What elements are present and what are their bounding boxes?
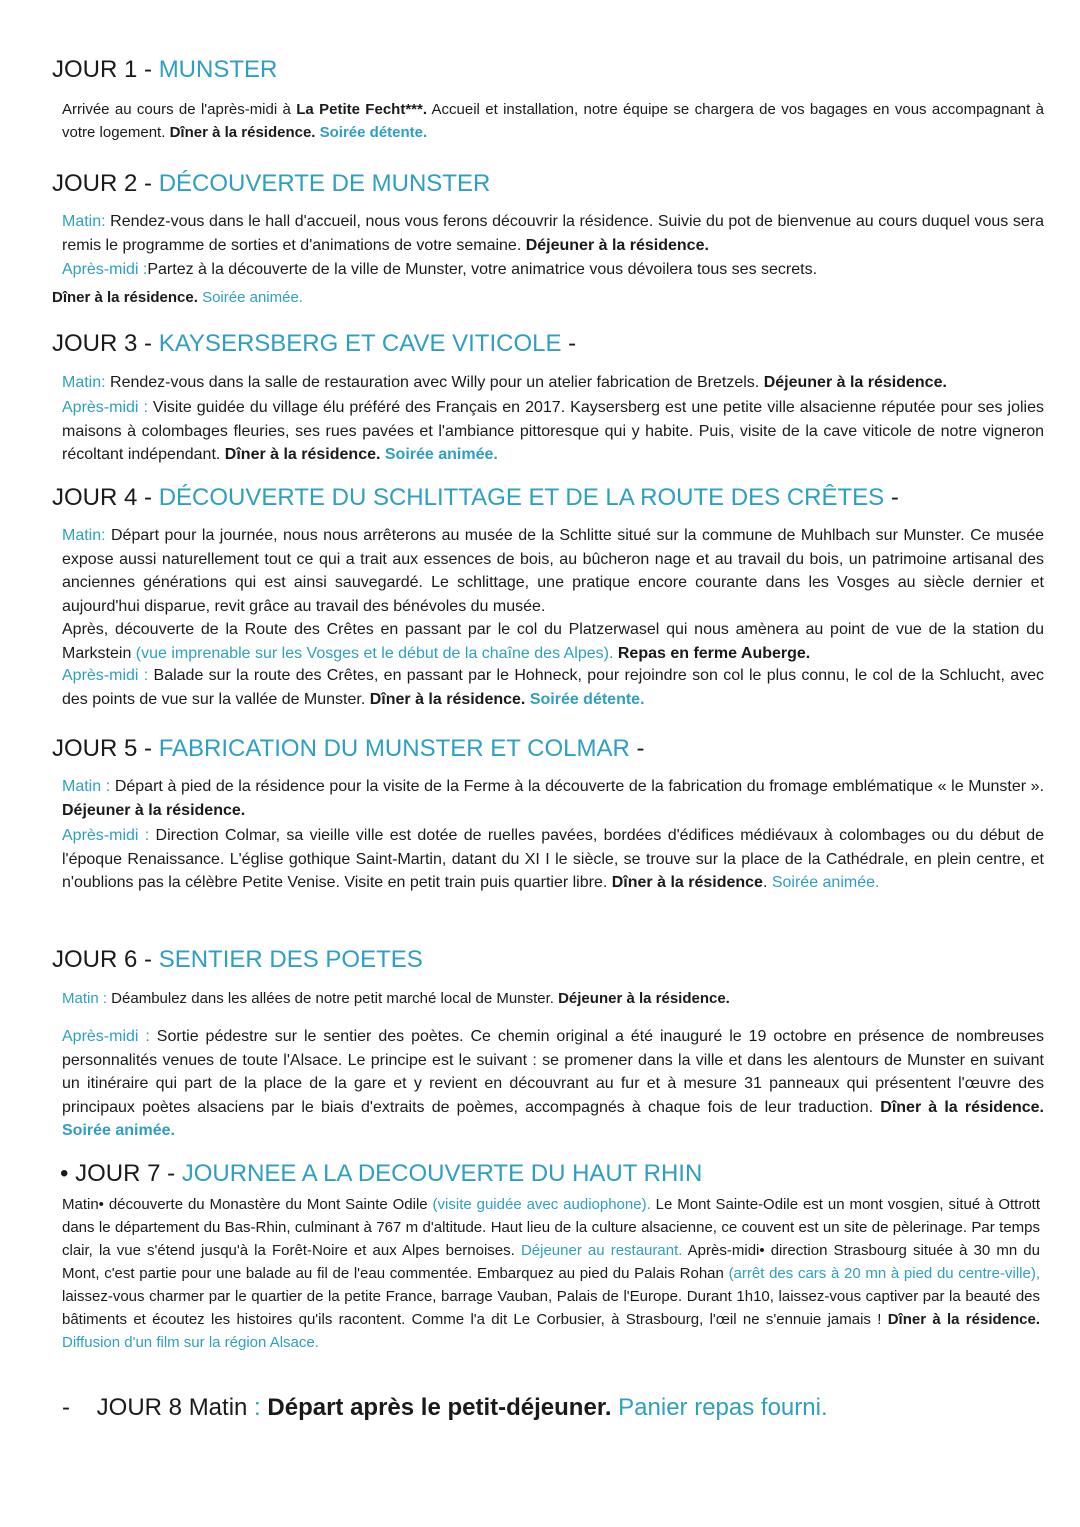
day-3-title: KAYSERSBERG ET CAVE VITICOLE: [158, 330, 562, 357]
morning-label: Matin :: [62, 990, 108, 1007]
day-3-morning: Matin: Rendez-vous dans la salle de restauration avec Willy pour un atelier fabrication de Bretzels. Déjeuner à la résidence.: [62, 374, 947, 391]
day-8-line: - JOUR 8 Matin : Départ après le petit-déjeuner. Panier repas fourni.: [62, 1394, 828, 1421]
day-7-title: JOURNEE A LA DECOUVERTE DU HAUT RHIN: [181, 1160, 703, 1187]
day-4-prefix: JOUR 4 -: [52, 484, 159, 511]
day-7-heading: [60, 1159, 702, 1189]
day-3-prefix: JOUR 3 -: [52, 330, 159, 357]
day-6-morning: Matin : Déambulez dans les allées de notre petit marché local de Munster. Déjeuner à la résidence.: [62, 990, 730, 1007]
day-3-heading: JOUR 3 - KAYSERSBERG ET CAVE VITICOLE -: [52, 330, 577, 357]
day-8-label: JOUR 8 Matin: [96, 1394, 248, 1421]
bullet-dash: -: [62, 1394, 70, 1421]
day-4-title: DÉCOUVERTE DU SCHLITTAGE ET DE LA ROUTE DES CRÊTES: [158, 484, 885, 511]
day-7-prefix: • JOUR 7 -: [60, 1160, 182, 1187]
day-6-prefix: JOUR 6 -: [52, 946, 159, 973]
day-5-heading: JOUR 5 - FABRICATION DU MUNSTER ET COLMAR -: [52, 735, 645, 762]
day-4-morning: Matin: Départ pour la journée, nous nous arrêterons au musée de la Schlitte situé sur la commune de Muhlbach sur Munster. Ce musée expose aussi naturellement tout ce qui a trait aux essences de bois, au bûcheron nage et au travail du bois, un patrimoine artisanal des anciennes générations qui est ainsi sauvegardé. Le schlittage, une pratique encore courante dans les Vosges au siècle dernier et aujourd'hui disparue, revit grâce au travail des bénévoles du musée. Après, découverte de la Route des Crêtes en passant par le col du Platzerwasel qui nous amènera au point de vue de la station du Markstein (vue imprenable sur les Vosges et le début de la chaîne des Alpes). Repas en ferme Auberge.: [62, 527, 1044, 662]
day-2-title: DÉCOUVERTE DE MUNSTER: [158, 170, 491, 197]
day-4-heading: JOUR 4 - DÉCOUVERTE DU SCHLITTAGE ET DE LA ROUTE DES CRÊTES -: [52, 484, 899, 511]
day-2-heading: [52, 169, 490, 199]
day-5-afternoon: Après-midi : Direction Colmar, sa vieille ville est dotée de ruelles pavées, bordées d'édifices médiévaux à colombages ou du début de l'époque Renaissance. L'église gothique Saint-Martin, datant du XI I le siècle, se trouve sur la place de la Cathédrale, en plein centre, et n'oublions pas la célèbre Petite Venise. Visite en petit train puis quartier libre. Dîner à la résidence. Soirée animée.: [62, 827, 1045, 891]
day-7-text: Matin• découverte du Monastère du Mont Sainte Odile (visite guidée avec audiophone). Le Mont Sainte-Odile est un mont vosgien, situé à Ottrott dans le département du Bas-Rhin, culminant à 767 m d'altitude. Haut lieu de la culture alsacienne, ce couvent est un site de pèlerinage. Par temps clair, la vue s'étend jusqu'à la Forêt-Noire et aux Alpes bernoises. Déjeuner au restaurant. Après-midi• direction Strasbourg située à 30 mn du Mont, c'est partie pour une balade au fil de l'eau commentée. Embarquez au pied du Palais Rohan (arrêt des cars à 20 mn à pied du centre-ville), laissez-vous charmer par le quartier de la petite France, barrage Vauban, Palais de l'Europe. Durant 1h10, laissez-vous captiver par la beauté des bâtiments et écoutez les histoires qu'ils racontent. Comme l'a dit Le Corbusier, à Strasbourg, l'œil ne s'ennuie jamais ! Dîner à la résidence. Diffusion d'un film sur la région Alsace.: [62, 1196, 1041, 1351]
day-1-heading: [52, 55, 277, 85]
afternoon-label: Après-midi :: [62, 399, 148, 416]
day-2-afternoon: Après-midi :Partez à la découverte de la ville de Munster, votre animatrice vous dévoilera tous ses secrets.: [62, 261, 818, 278]
day-5-morning: Matin : Départ à pied de la résidence pour la visite de la Ferme à la découverte de la fabrication du fromage emblématique « le Munster ». Déjeuner à la résidence.: [62, 778, 1045, 819]
day-6-title: SENTIER DES POETES: [158, 946, 423, 973]
day-6-afternoon: Après-midi : Sortie pédestre sur le sentier des poètes. Ce chemin original a été inauguré le 19 octobre en présence de nombreuses personnalités venues de toute l'Alsace. Le principe est le suivant : se promener dans la ville et dans les alentours de Munster en suivant un itinéraire qui part de la place de la gare et y revient en découvrant au fur et à mesure 31 panneaux qui présentent l'œuvre des principaux poètes alsaciens par le biais d'extraits de poèmes, accompagnés à chaque fois de leur traduction. Dîner à la résidence. Soirée animée.: [62, 1028, 1044, 1139]
day-1-prefix: JOUR 1 -: [52, 56, 159, 83]
day-2-prefix: JOUR 2 -: [52, 170, 159, 197]
day-1-text: Arrivée au cours de l'après-midi à La Petite Fecht***. Accueil et installation, notre équipe se chargera de vos bagages en vous accompagnant à votre logement. Dîner à la résidence. Soirée détente.: [62, 101, 1045, 141]
morning-label: Matin:: [62, 527, 106, 544]
day-2-evening: Dîner à la résidence. Soirée animée.: [52, 289, 303, 306]
day-5-prefix: JOUR 5 -: [52, 735, 159, 762]
afternoon-label: Après-midi :: [62, 1028, 150, 1045]
day-1-title: MUNSTER: [158, 56, 278, 83]
day-5-title: FABRICATION DU MUNSTER ET COLMAR: [158, 735, 630, 762]
morning-label: Matin :: [62, 778, 111, 795]
day-6-heading: [52, 945, 423, 975]
day-4-afternoon: Après-midi : Balade sur la route des Crêtes, en passant par le Hohneck, pour rejoindre son col le plus connu, le col de la Schlucht, avec des points de vue sur la vallée de Munster. Dîner à la résidence. Soirée détente.: [62, 667, 1045, 708]
day-3-afternoon: Après-midi : Visite guidée du village élu préféré des Français en 2017. Kaysersberg est une petite ville alsacienne réputée pour ses jolies maisons à colombages fleuries, ses rues pavées et l'ambiance pittoresque qui y habite. Puis, visite de la cave viticole de notre vigneron récoltant indépendant. Dîner à la résidence. Soirée animée.: [62, 399, 1044, 463]
afternoon-label: Après-midi :: [62, 827, 150, 844]
morning-label: Matin:: [62, 374, 106, 391]
morning-label: Matin:: [62, 213, 106, 230]
afternoon-label: Après-midi :: [62, 261, 148, 278]
afternoon-label: Après-midi :: [62, 667, 149, 684]
day-2-morning: Matin: Rendez-vous dans le hall d'accueil, nous vous ferons découvrir la résidence. Suivie du pot de bienvenue au cours duquel vous sera remis le programme de sorties et d'animations de votre semaine. Déjeuner à la résidence.: [62, 213, 1044, 254]
